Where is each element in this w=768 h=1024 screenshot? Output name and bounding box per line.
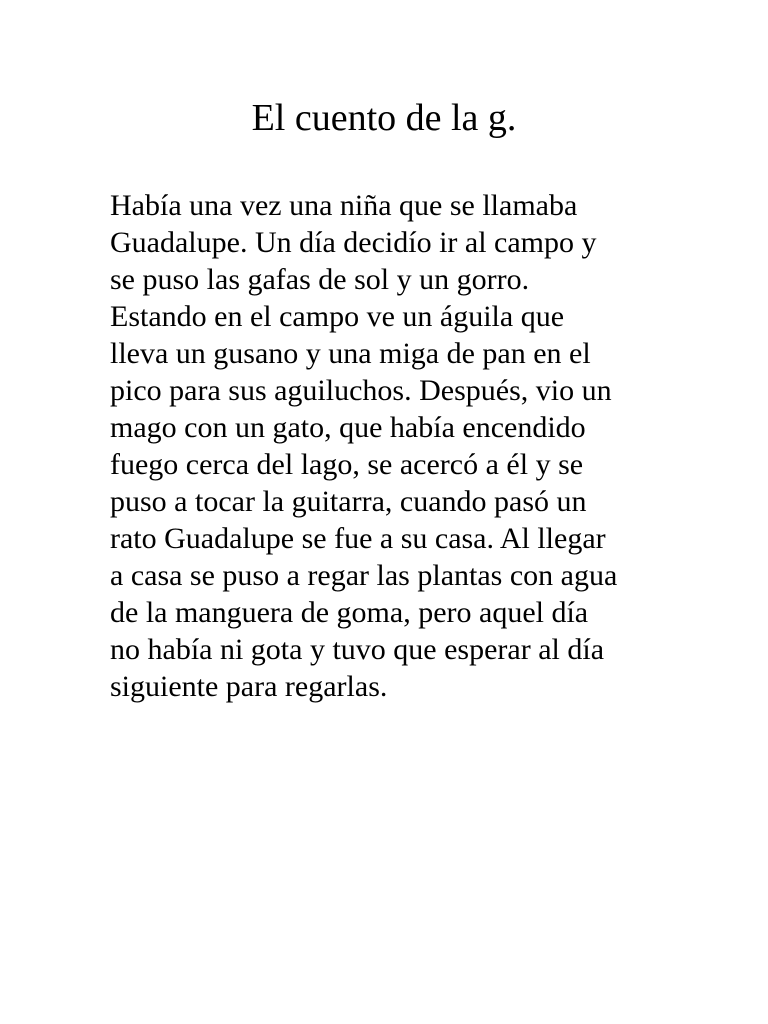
paragraph-line: rato Guadalupe se fue a su casa. Al llegar: [110, 522, 606, 555]
paragraph-line: Había una vez una niña que se llamaba: [110, 189, 578, 222]
paragraph-line: Estando en el campo ve un águila que: [110, 300, 565, 333]
paragraph-line: se puso las gafas de sol y un gorro.: [110, 263, 530, 296]
paragraph-line: fuego cerca del lago, se acercó a él y se: [110, 448, 584, 481]
paragraph-line: siguiente para regarlas.: [110, 670, 388, 703]
paragraph-line: mago con un gato, que había encendido: [110, 411, 586, 444]
document-title: El cuento de la g.: [251, 97, 517, 139]
paragraph-line: lleva un gusano y una miga de pan en el: [110, 337, 591, 370]
paragraph-line: a casa se puso a regar las plantas con agua: [110, 559, 618, 592]
paragraph-line: puso a tocar la guitarra, cuando pasó un: [110, 485, 587, 518]
paragraph-line: Guadalupe. Un día decidío ir al campo y: [110, 226, 597, 259]
paragraph-line: no había ni gota y tuvo que esperar al día: [110, 633, 605, 666]
story-paragraph: [110, 187, 670, 705]
paragraph-line: de la manguera de goma, pero aquel día: [110, 596, 589, 629]
paragraph-line: pico para sus aguiluchos. Después, vio un: [110, 374, 612, 407]
